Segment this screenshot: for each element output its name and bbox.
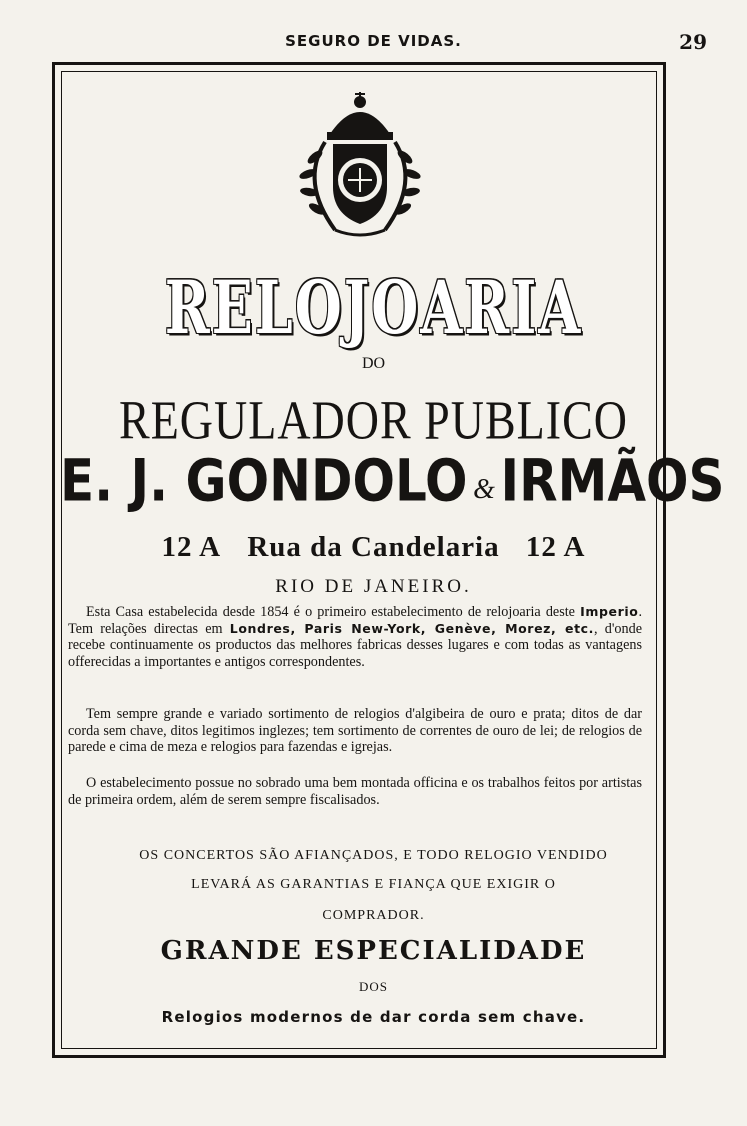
paragraph-1-part-c: , d'onde recebe continuamente os productos das melhores fabricas desses lugares e com todas as vantagens offerecidas a importantes e antigos correspondentes.	[68, 620, 642, 670]
firm-name-right: IRMÃOS	[500, 447, 725, 515]
subtitle-main: REGULADOR PUBLICO	[119, 389, 628, 451]
paragraph-1-cities: Londres, Paris New-York, Genève, Morez, etc.	[229, 620, 594, 636]
paragraph-1-part-b: . Tem relações directas em	[68, 604, 642, 637]
address-number-left: 12 A	[161, 531, 222, 563]
paragraph-1	[68, 604, 642, 670]
notice-line-1: OS CONCERTOS SÃO AFIANÇADOS, E TODO RELOGIO VENDIDO	[139, 848, 608, 863]
notice-line-2: LEVARÁ AS GARANTIAS E FIANÇA QUE EXIGIR O	[191, 877, 556, 892]
address-street: Rua da Candelaria	[247, 531, 500, 563]
specialty-item: Relogios modernos de dar corda sem chave.	[161, 1008, 586, 1026]
shop-title: RELOJOARIA	[164, 264, 583, 351]
subtitle-do: DO	[361, 355, 386, 372]
specialty-heading: GRANDE ESPECIALIDADE	[160, 936, 587, 966]
address	[0, 531, 747, 564]
firm-name	[60, 447, 725, 518]
running-title: SEGURO DE VIDAS.	[285, 32, 462, 50]
imperial-crest-icon	[275, 92, 445, 242]
notice-line-3: COMPRADOR.	[322, 908, 425, 923]
address-number-right: 12 A	[525, 531, 586, 563]
paragraph-1-part-a: Esta Casa estabelecida desde 1854 é o primeiro estabelecimento de relojoaria deste	[86, 604, 581, 620]
paragraph-1-imperio: Imperio	[580, 604, 639, 619]
firm-name-left: E. J. GONDOLO	[60, 447, 468, 515]
page-number: 29	[679, 30, 707, 54]
specialty-dos: DOS	[358, 979, 388, 994]
city: RIO DE JANEIRO.	[275, 576, 472, 597]
firm-name-ampersand: &	[473, 474, 495, 505]
paragraph-2: Tem sempre grande e variado sortimento de relogios d'algibeira de ouro e prata; ditos de dar corda sem chave, ditos legitimos inglezes; tem sortimento de correntes de ouro de lei; de relogios de parede e cima de meza e relogios para fazendas e igrejas.	[68, 706, 642, 756]
paragraph-3: O estabelecimento possue no sobrado uma bem montada officina e os trabalhos feitos por artistas de primeira ordem, além de serem sempre fiscalisados.	[68, 775, 642, 808]
